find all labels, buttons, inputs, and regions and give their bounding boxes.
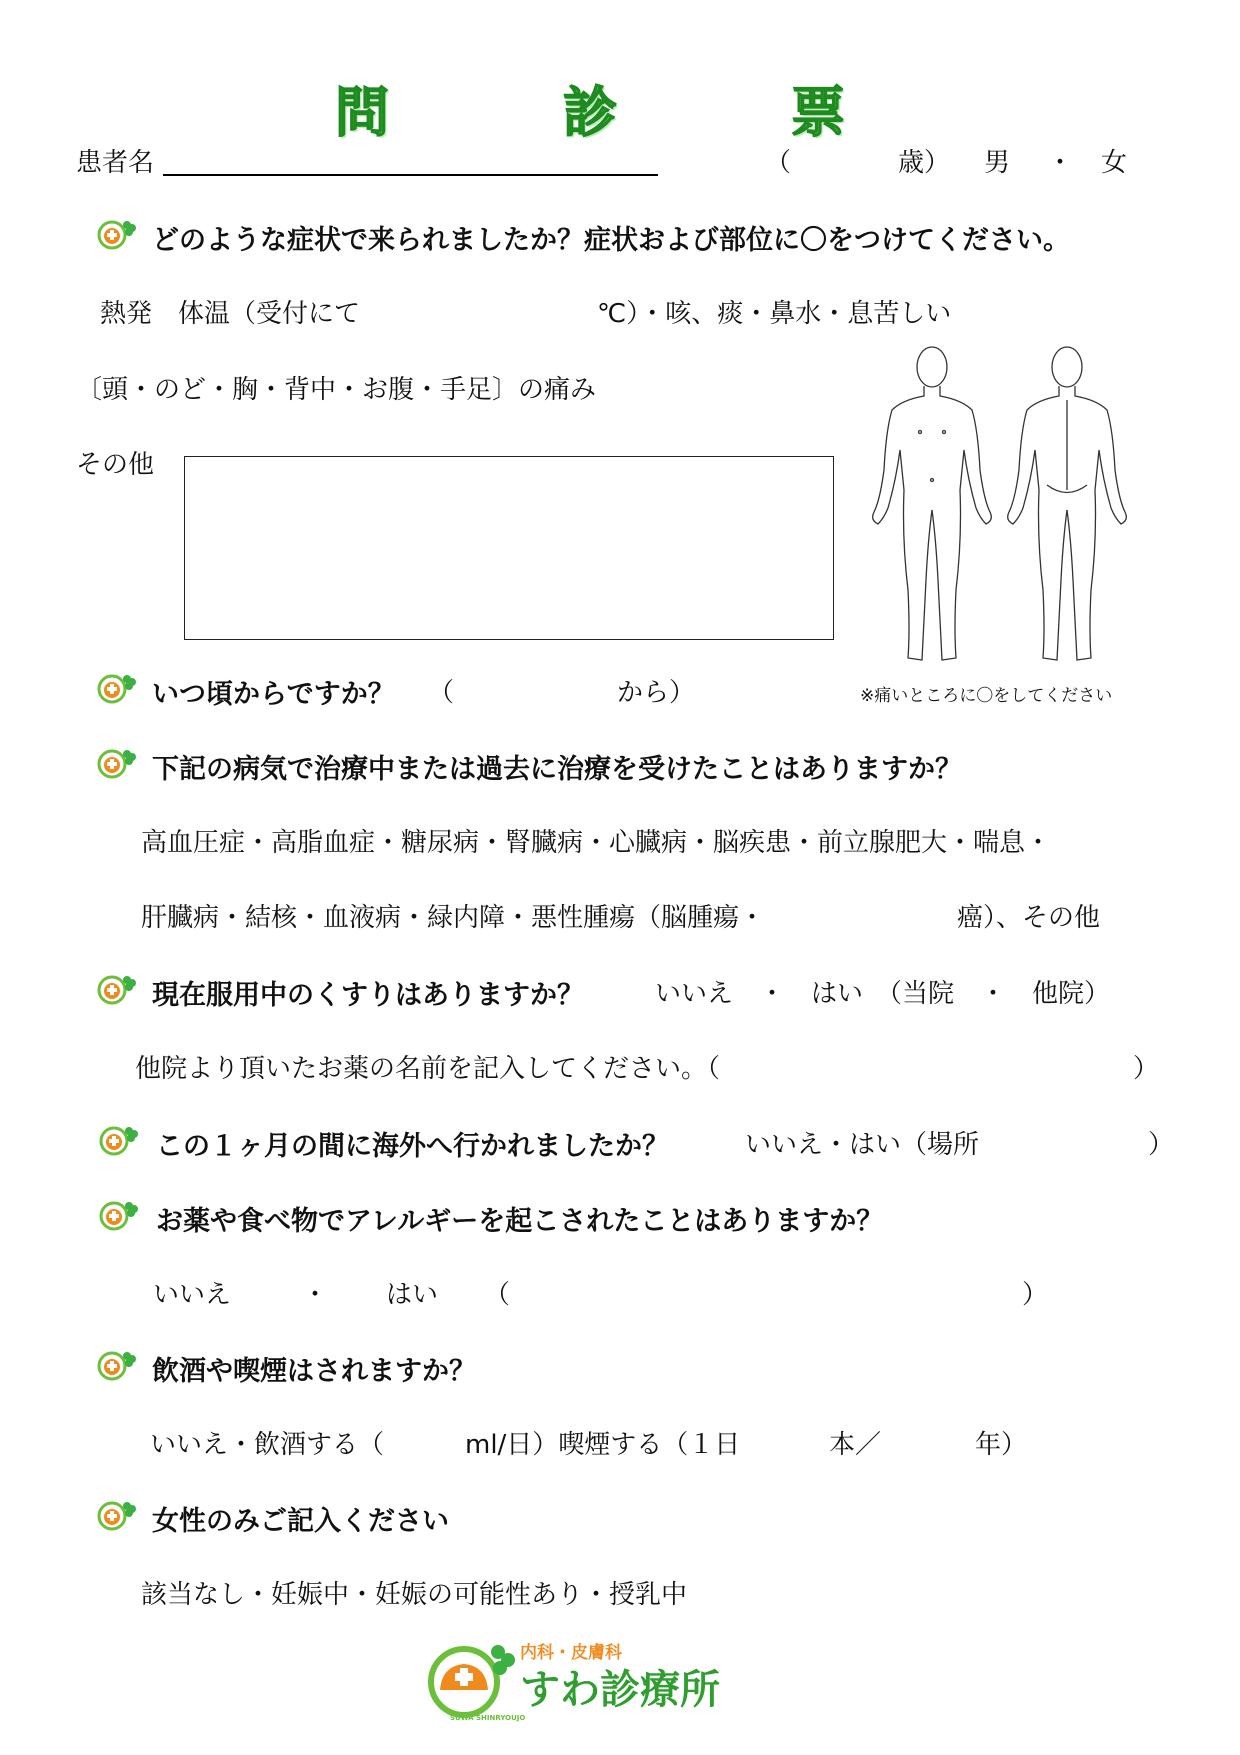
q7-line-part-b: ml/日）喫煙する（１日: [465, 1430, 741, 1460]
q2-question: いつ頃からですか？: [152, 679, 395, 710]
clinic-icon: [98, 1123, 138, 1157]
clinic-icon: [98, 1198, 138, 1232]
clinic-icon: [96, 671, 136, 705]
q7-line-part-a: いいえ・飲酒する（: [150, 1430, 385, 1460]
q6-paren-open: （: [484, 1280, 511, 1310]
q6-separator: ・: [302, 1280, 329, 1310]
q3-question: 下記の病気で治療中または過去に治療を受けたことはありますか？: [152, 754, 962, 785]
pain-line: 〔頭・のど・胸・背中・お腹・手足〕の痛み: [76, 375, 597, 405]
patient-name-field[interactable]: [163, 146, 658, 176]
clinic-icon: [96, 217, 136, 251]
diseases-line-2-start: 肝臓病・結核・血液病・緑内障・悪性腫瘍（脳腫瘍・: [141, 903, 766, 933]
q4-sub-close: ）: [1133, 1054, 1160, 1084]
logo-department: 内科・皮膚科: [520, 1643, 622, 1663]
diseases-line-2-end: 癌）、その他: [957, 903, 1101, 933]
q4-question: 現在服用中のくすりはありますか？: [152, 980, 584, 1011]
fever-line-end: ℃）・咳、痰・鼻水・息苦しい: [597, 299, 952, 329]
patient-name-label: 患者名: [76, 148, 155, 178]
sex-female-option[interactable]: 女: [1101, 148, 1128, 178]
sex-male-option[interactable]: 男: [984, 148, 1011, 178]
clinic-icon: [96, 1348, 136, 1382]
q7-line-part-d: 年）: [975, 1430, 1028, 1460]
q6-no-option[interactable]: いいえ: [153, 1280, 232, 1310]
clinic-icon: [96, 1498, 136, 1532]
clinic-icon: [96, 746, 136, 780]
q1-question: どのような症状で来られましたか？症状および部位に〇をつけてください。: [152, 225, 1070, 256]
q6-paren-close: ）: [1022, 1280, 1049, 1310]
q6-yes-option[interactable]: はい: [386, 1280, 439, 1310]
fever-line-start: 熱発 体温（受付にて: [100, 299, 361, 329]
sex-separator: ・: [1047, 148, 1074, 178]
age-label: 歳）: [898, 148, 951, 178]
logo-ring-text: SUWA SHINRYOUJO: [450, 1714, 526, 1722]
diseases-line-1: 高血圧症・高脂血症・糖尿病・腎臓病・心臓病・脳疾患・前立腺肥大・喘息・: [141, 828, 1052, 858]
q8-options[interactable]: 該当なし・妊娠中・妊娠の可能性あり・授乳中: [141, 1580, 688, 1610]
q5-question: この１ヶ月の間に海外へ行かれましたか？: [156, 1131, 669, 1162]
page-title: 問 診 票: [335, 81, 905, 144]
q2-suffix: から）: [617, 678, 696, 708]
body-back-figure: [1008, 347, 1127, 660]
q6-question: お薬や食べ物でアレルギーを起こされたことはありますか？: [156, 1206, 884, 1237]
body-front-figure: [873, 347, 992, 660]
q8-question: 女性のみご記入ください: [152, 1506, 449, 1537]
q4-options[interactable]: いいえ ・ はい （当院 ・ 他院）: [655, 979, 1111, 1009]
q2-paren-open: （: [428, 678, 455, 708]
other-label: その他: [76, 450, 155, 480]
q7-question: 飲酒や喫煙はされますか？: [152, 1356, 476, 1387]
body-diagram-caption: ※痛いところに〇をしてください: [860, 686, 1113, 706]
q7-line-part-c: 本／: [829, 1430, 882, 1460]
logo-clinic-name: すわ診療所: [520, 1667, 720, 1713]
q5-options[interactable]: いいえ・はい（場所: [745, 1130, 980, 1160]
q5-close: ）: [1148, 1130, 1175, 1160]
q4-sub-line: 他院より頂いたお薬の名前を記入してください。（: [135, 1054, 721, 1084]
body-diagram[interactable]: [862, 340, 1146, 670]
clinic-icon: [96, 972, 136, 1006]
clinic-logo-icon: [420, 1640, 520, 1722]
other-symptoms-box[interactable]: [184, 456, 834, 640]
age-paren-open: （: [765, 148, 792, 178]
